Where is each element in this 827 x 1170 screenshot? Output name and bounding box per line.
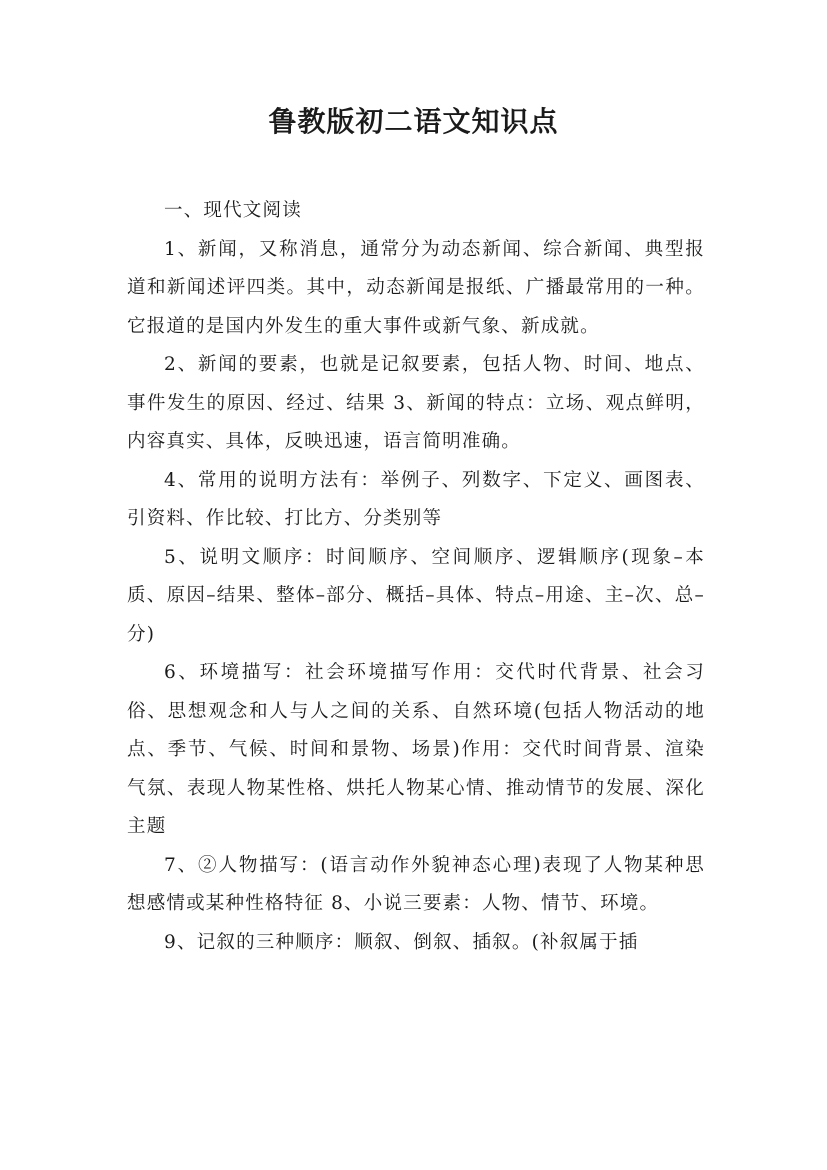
paragraph: 4、常用的说明方法有：举例子、列数字、下定义、画图表、引资料、作比较、打比方、分类别等 xyxy=(127,469,705,529)
paragraph: 9、记叙的三种顺序：顺叙、倒叙、插叙。(补叙属于插 xyxy=(164,931,639,953)
document-body xyxy=(127,192,705,962)
document-title: 鲁教版初二语文知识点 xyxy=(268,105,559,138)
paragraph: 5、说明文顺序：时间顺序、空间顺序、逻辑顺序(现象–本质、原因–结果、整体–部分、概括–具体、特点–用途、主–次、总–分) xyxy=(127,546,705,645)
section-heading: 一、现代文阅读 xyxy=(164,200,302,221)
paragraph: 7、②人物描写：(语言动作外貌神态心理)表现了人物某种思想感情或某种性格特征 8、小说三要素：人物、情节、环境。 xyxy=(127,854,705,914)
paragraph: 6、环境描写：社会环境描写作用：交代时代背景、社会习俗、思想观念和人与人之间的关系、自然环境(包括人物活动的地点、季节、气候、时间和景物、场景)作用：交代时间背景、渲染气氛、表现人物某性格、烘托人物某心情、推动情节的发展、深化主题 xyxy=(127,662,705,837)
paragraph: 1、新闻，又称消息，通常分为动态新闻、综合新闻、典型报道和新闻述评四类。其中，动态新闻是报纸、广播最常用的一种。它报道的是国内外发生的重大事件或新气象、新成就。 xyxy=(127,238,705,337)
paragraph: 2、新闻的要素，也就是记叙要素，包括人物、时间、地点、事件发生的原因、经过、结果 3、新闻的特点：立场、观点鲜明，内容真实、具体，反映迅速，语言简明准确。 xyxy=(127,354,705,452)
